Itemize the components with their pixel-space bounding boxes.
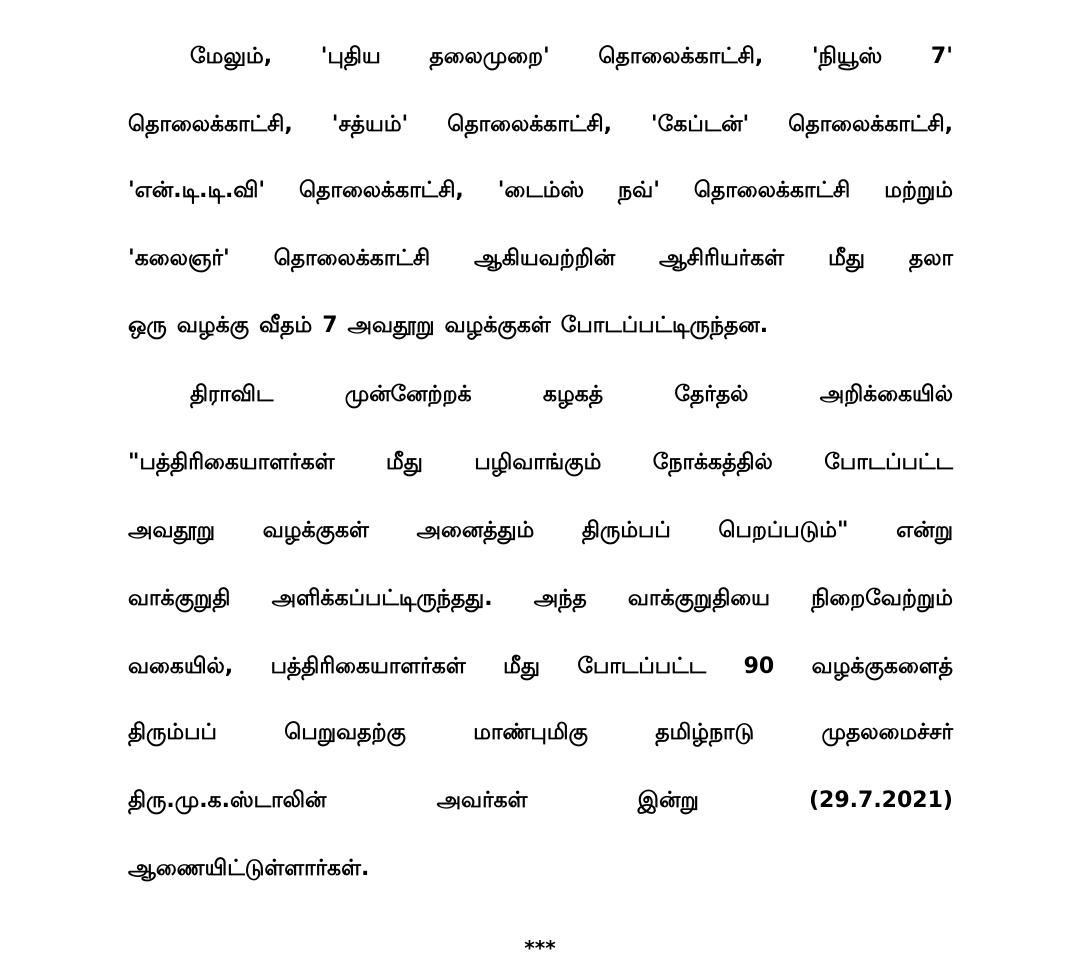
word: வாக்குறுதி bbox=[128, 586, 231, 611]
word: தொலைக்காட்சி bbox=[273, 246, 431, 271]
word: தொலைக்காட்சி bbox=[693, 178, 851, 203]
word: தொலைக்காட்சி, bbox=[447, 112, 612, 137]
end-marker: *** bbox=[524, 936, 556, 960]
word: அனைத்தும் bbox=[416, 518, 535, 543]
word: என்று bbox=[896, 518, 953, 543]
word: இன்று bbox=[637, 788, 699, 813]
word: அவதூறு bbox=[347, 313, 435, 338]
word: மேலும், bbox=[190, 44, 273, 69]
word: முன்னேற்றக் bbox=[344, 382, 472, 407]
paragraph-2-line-2 bbox=[128, 443, 953, 483]
word: 90 bbox=[743, 654, 775, 679]
word: திராவிட bbox=[190, 382, 274, 407]
word: மீது bbox=[503, 654, 540, 679]
word: அந்த bbox=[533, 586, 587, 611]
word: தமிழ்நாடு bbox=[655, 720, 755, 745]
word: அவர்கள் bbox=[436, 788, 528, 813]
word: அறிக்கையில் bbox=[819, 382, 953, 407]
word: தொலைக்காட்சி, bbox=[788, 112, 953, 137]
word: 'நியூஸ் bbox=[811, 44, 883, 69]
word: தலா bbox=[908, 246, 953, 271]
word: திரும்பப் bbox=[128, 720, 217, 745]
word: தொலைக்காட்சி, bbox=[128, 112, 293, 137]
paragraph-2-line-6 bbox=[128, 713, 953, 753]
paragraph-1-line-2 bbox=[128, 105, 953, 145]
word: மாண்புமிகு bbox=[473, 720, 588, 745]
word: "பத்திரிகையாளர்கள் bbox=[128, 450, 335, 475]
word: 'என்.டி.டி.வி' bbox=[128, 178, 266, 203]
paragraph-2-line-3 bbox=[128, 511, 953, 551]
word: அளிக்கப்பட்டிருந்தது. bbox=[271, 586, 493, 611]
word: 'டைம்ஸ் bbox=[497, 178, 585, 203]
word: போடப்பட்ட bbox=[824, 450, 953, 475]
word: 7' bbox=[930, 44, 953, 69]
word: திரும்பப் bbox=[581, 518, 671, 543]
word: வழக்குகள் bbox=[262, 518, 369, 543]
word: பழிவாங்கும் bbox=[474, 450, 602, 475]
word: வகையில், bbox=[128, 654, 234, 679]
word: வாக்குறுதியை bbox=[627, 586, 771, 611]
word: திரு.மு.க.ஸ்டாலின் bbox=[128, 788, 327, 813]
word: ஆணையிட்டுள்ளார்கள். bbox=[128, 856, 370, 881]
word: 7 bbox=[322, 313, 338, 338]
word: 'கேப்டன்' bbox=[650, 112, 750, 137]
word: வழக்குகளைத் bbox=[811, 654, 953, 679]
word: வழக்குகள் bbox=[444, 313, 551, 338]
paragraph-2-line-8 bbox=[128, 849, 953, 889]
word: நிறைவேற்றும் bbox=[811, 586, 953, 611]
paragraph-2-line-4 bbox=[128, 579, 953, 619]
word: ஆகியவற்றின் bbox=[474, 246, 616, 271]
word: வீதம் bbox=[259, 313, 313, 338]
word: வழக்கு bbox=[176, 313, 250, 338]
word: (29.7.2021) bbox=[808, 788, 953, 813]
word: நவ்' bbox=[618, 178, 660, 203]
word: அவதூறு bbox=[128, 518, 216, 543]
word: தொலைக்காட்சி, bbox=[598, 44, 764, 69]
word: கழகத் bbox=[542, 382, 604, 407]
paragraph-2-line-5 bbox=[128, 647, 953, 687]
word: போடப்பட்டிருந்தன. bbox=[560, 313, 769, 338]
paragraph-1-line-1 bbox=[190, 37, 953, 77]
word: 'கலைஞர்' bbox=[128, 246, 230, 271]
word: முதலமைச்சர் bbox=[821, 720, 953, 745]
word: தொலைக்காட்சி, bbox=[299, 178, 464, 203]
word: மீது bbox=[828, 246, 865, 271]
word: தேர்தல் bbox=[674, 382, 749, 407]
paragraph-1-line-3 bbox=[128, 171, 953, 211]
word: மற்றும் bbox=[884, 178, 953, 203]
word: நோக்கத்தில் bbox=[652, 450, 773, 475]
paragraph-1-line-4 bbox=[128, 239, 953, 279]
paragraph-2-line-1 bbox=[190, 375, 953, 415]
paragraph-2-line-7 bbox=[128, 781, 953, 821]
word: 'புதிய bbox=[320, 44, 381, 69]
word: ஒரு bbox=[128, 313, 167, 338]
paragraph-1-line-5 bbox=[128, 306, 953, 346]
word: தலைமுறை' bbox=[429, 44, 550, 69]
word: பெறப்படும்" bbox=[718, 518, 849, 543]
word: ஆசிரியர்கள் bbox=[658, 246, 785, 271]
word: பெறுவதற்கு bbox=[284, 720, 406, 745]
word: 'சத்யம்' bbox=[331, 112, 409, 137]
word: பத்திரிகையாளர்கள் bbox=[270, 654, 466, 679]
word: மீது bbox=[386, 450, 423, 475]
word: போடப்பட்ட bbox=[577, 654, 707, 679]
